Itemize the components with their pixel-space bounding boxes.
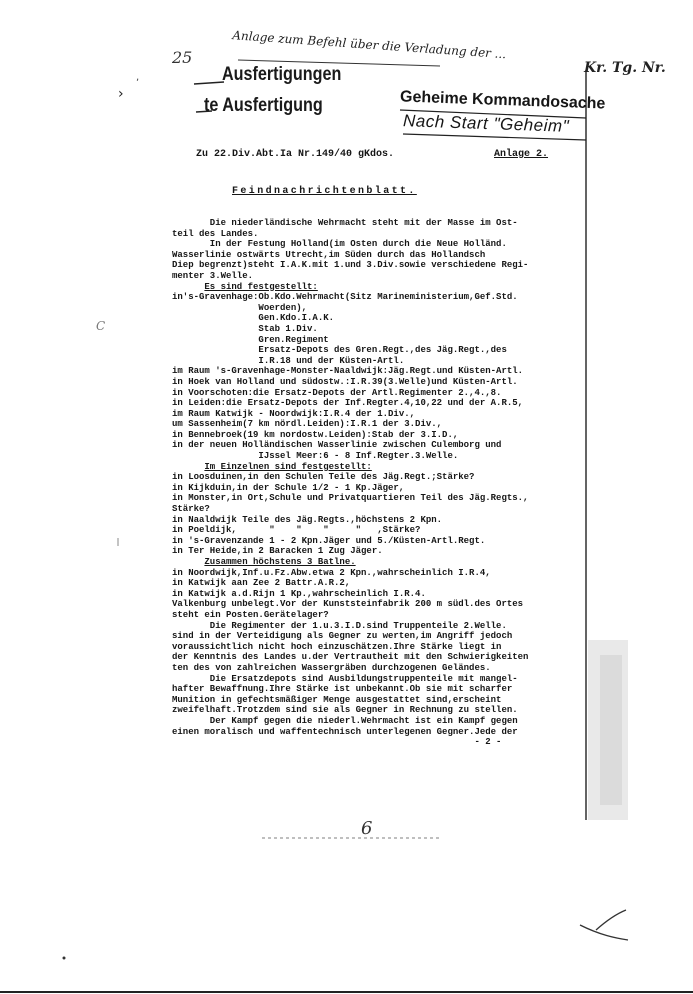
text-line: in Katwijk a.d.Rijn 1 Kp.,wahrscheinlich I.R.4. <box>172 588 426 599</box>
text-line: in Poeldijk, " " " " ,Stärke? <box>172 525 421 536</box>
text-line: sind in der Verteidigung als Gegner zu werten,im Angriff jedoch <box>172 631 513 642</box>
text-line: im Raum Katwijk - Noordwijk:I.R.4 der 1.Div., <box>172 408 416 419</box>
text-line: in der neuen Holländischen Wasserlinie zwischen Culemborg und <box>172 440 502 451</box>
text-line: hafter Bewaffnung.Ihre Stärke ist unbekannt.Ob sie mit scharfer <box>172 684 513 695</box>
text-line: Stab 1.Div. <box>172 323 318 334</box>
text-line: zweifelhaft.Trotzdem sind sie als Gegner in Rechnung zu stellen. <box>172 705 518 716</box>
text-line: Wasserlinie ostwärts Utrecht,im Süden durch das Hollandsch <box>172 249 486 260</box>
attachment-label: Anlage 2. <box>494 149 549 160</box>
text-line: in Hoek van Holland und südostw.:I.R.39(3.Welle)und Küsten-Artl. <box>172 376 518 387</box>
handwritten-right-note: Kr. Tg. Nr. <box>584 60 666 76</box>
text-line: Der Kampf gegen die niederl.Wehrmacht ist ein Kampf gegen <box>172 715 518 726</box>
document-title: Feindnachrichtenblatt. <box>232 186 417 197</box>
copy-stamp-line1: Ausfertigungen <box>222 64 342 85</box>
text-line: Valkenburg unbelegt.Vor der Kunststeinfabrik 200 m südl.des Ortes <box>172 599 524 610</box>
text-line: teil des Landes. <box>172 228 259 239</box>
hand-squiggle <box>580 910 628 940</box>
text-line: In der Festung Holland(im Osten durch die Neue Holländ. <box>172 239 507 250</box>
text-line: Woerden), <box>172 302 308 313</box>
bottom-border <box>0 991 693 993</box>
text-line: ten des von zahlreichen Wassergräben durchzogenen Geländes. <box>172 662 491 673</box>
text-line: in Ter Heide,in 2 Baracken 1 Zug Jäger. <box>172 546 383 557</box>
margin-mark-1: › <box>118 86 124 102</box>
text-line: Die Ersatzdepots sind Ausbildungstruppenteile mit mangel- <box>172 673 518 684</box>
text-line: um Sassenheim(7 km nördl.Leiden):I.R.1 der 3.Div., <box>172 419 443 430</box>
text-line: Die niederländische Wehrmacht steht mit der Masse im Ost- <box>172 218 518 228</box>
text-line: in Noordwijk,Inf.u.Fz.Abw.etwa 2 Kpn.,wahrscheinlich I.R.4, <box>172 567 491 578</box>
copy-stamp-line2: te Ausfertigung <box>204 95 323 116</box>
text-line: im Raum 's-Gravenhage-Monster-Naaldwijk:Jäg.Regt.und Küsten-Artl. <box>172 366 524 377</box>
text-line: IJssel Meer:6 - 8 Inf.Regter.3.Welle. <box>172 451 459 462</box>
text-line: steht ein Posten.Gerätelager? <box>172 609 329 620</box>
handwritten-number: 25 <box>172 48 193 67</box>
secret-stamp-line2: Nach Start "Geheim" <box>402 111 570 136</box>
text-line: in Leiden:die Ersatz-Depots der Inf.Regter.4,10,22 und der A.R.5, <box>172 398 524 409</box>
text-line: in Katwijk aan Zee 2 Battr.A.R.2, <box>172 578 351 589</box>
document-body <box>172 218 642 748</box>
text-line: der Kenntnis des Landes u.der Vertrautheit mit den Schwierigkeiten <box>172 652 529 663</box>
text-line: in Kijkduin,in der Schule 1/2 - 1 Kp.Jäger, <box>172 482 405 493</box>
text-line: I.R.18 und der Küsten-Artl. <box>172 355 405 366</box>
text-line: Munition in gefechtsmäßiger Menge ausgestattet sind,erscheint <box>172 694 502 705</box>
text-line: Es sind festgestellt: <box>204 281 318 292</box>
reference-line: Zu 22.Div.Abt.Ia Nr.149/40 gKdos. <box>196 149 395 160</box>
text-line: Im Einzelnen sind festgestellt: <box>204 461 372 472</box>
stamp-underline-1 <box>194 82 224 84</box>
text-line: Gren.Regiment <box>172 334 329 345</box>
text-line: in Naaldwijk Teile des Jäg.Regts.,höchstens 2 Kpn. <box>172 514 443 525</box>
handwritten-page-number: 6 <box>361 818 373 839</box>
text-line: voraussichtlich nicht hoch einzuschätzen.Ihre Stärke liegt in <box>172 641 502 652</box>
text-line: menter 3.Welle. <box>172 270 254 281</box>
text-line: in 's-Gravenzande 1 - 2 Kpn.Jäger und 5./Küsten-Artl.Regt. <box>172 535 486 546</box>
handwritten-note: Anlage zum Befehl über die Verladung der ... <box>231 28 507 62</box>
dot-mark <box>63 957 66 960</box>
text-line: Diep begrenzt)steht I.A.K.mit 1.und 3.Div.sowie verschiedene Regi- <box>172 260 529 271</box>
margin-mark-3: C <box>96 319 106 333</box>
secret-stamp-line1: Geheime Kommandosache <box>399 88 606 113</box>
text-line: - 2 - <box>172 737 502 748</box>
text-line: in Voorschoten:die Ersatz-Depots der Artl.Regimenter 2.,4.,8. <box>172 387 502 398</box>
text-line: Zusammen höchstens 3 Batlne. <box>204 557 356 567</box>
text-line: Stärke? <box>172 504 210 515</box>
text-line: Die Regimenter der 1.u.3.I.D.sind Truppenteile 2.Welle. <box>172 620 507 631</box>
text-line: in Loosduinen,in den Schulen Teile des Jäg.Regt.;Stärke? <box>172 472 475 483</box>
text-line: in Monster,in Ort,Schule und Privatquartieren Teil des Jäg.Regts., <box>172 493 529 504</box>
text-line: Ersatz-Depots des Gren.Regt.,des Jäg.Regt.,des <box>172 345 507 356</box>
margin-mark-2: , <box>136 72 140 83</box>
text-line: einen moralisch und waffentechnisch unterlegenen Gegner.Jede der <box>172 726 518 737</box>
text-line: in Bennebroek(19 km nordostw.Leiden):Stab der 3.I.D., <box>172 429 459 440</box>
text-line: in's-Gravenhage:Ob.Kdo.Wehrmacht(Sitz Marineministerium,Gef.Std. <box>172 292 518 303</box>
text-line: Gen.Kdo.I.A.K. <box>172 313 335 324</box>
